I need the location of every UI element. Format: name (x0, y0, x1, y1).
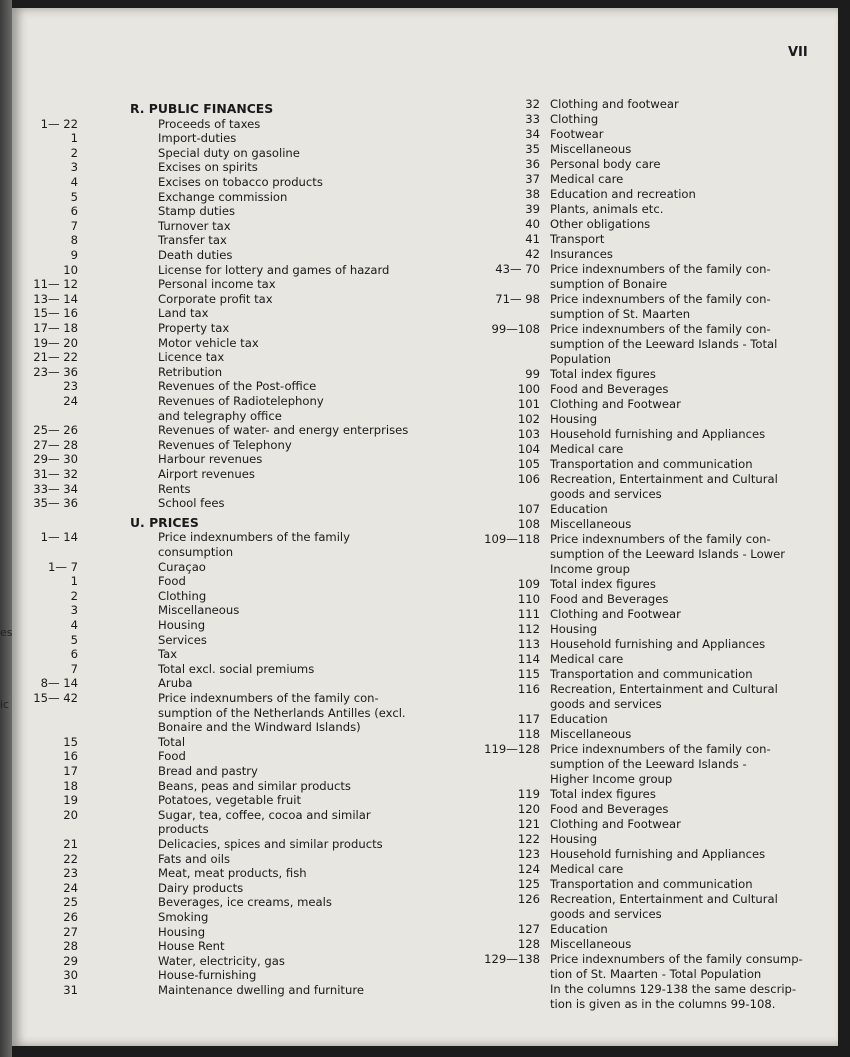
entry-text: Potatoes, vegetable fruit (158, 793, 302, 808)
entry-text: Motor vehicle tax (158, 335, 259, 350)
entry-text: sumption of Bonaire (550, 277, 668, 291)
column-number: 33 (525, 112, 540, 126)
column-number: 124 (517, 862, 540, 876)
entry-text: Price indexnumbers of the family con- (550, 532, 771, 546)
column-number: 3 (70, 603, 78, 618)
entry-text: Insurances (550, 247, 613, 261)
entry-text: Housing (158, 924, 206, 939)
entry-text: Miscellaneous (550, 727, 632, 741)
column-number: 71— 98 (495, 292, 540, 306)
column-number: 32 (525, 97, 540, 111)
column-number: 7 (70, 661, 78, 676)
entry-text: Transfer tax (158, 233, 227, 248)
entry-text: Death duties (158, 248, 233, 262)
column-number: 28 (63, 939, 78, 954)
column-number: 106 (517, 472, 540, 486)
column-number: 13— 14 (33, 291, 78, 306)
entry-text: Miscellaneous (550, 142, 632, 156)
entry-text: Clothing (550, 112, 599, 126)
entry-text: Price indexnumbers of the family con- (550, 292, 771, 306)
entry-text: Property tax (158, 321, 230, 335)
entry-text: Price indexnumbers of the family (158, 530, 351, 545)
entry-text: sumption of the Leeward Islands - Lower (550, 547, 786, 561)
entry-text: Transportation and communication (550, 877, 753, 891)
column-number: 1— 14 (40, 530, 78, 545)
column-number: 15 (63, 734, 78, 749)
entry-text: Higher Income group (550, 772, 673, 786)
entry-text: Education (550, 712, 608, 726)
entry-text: Total index figures (550, 787, 656, 801)
entry-text: Household furnishing and Appliances (550, 847, 766, 861)
entry-text: Retribution (158, 364, 223, 379)
entry-text: Revenues of water- and energy enterprises (158, 423, 409, 438)
entry-text: Miscellaneous (158, 603, 240, 618)
column-number: 24 (63, 394, 78, 408)
column-number: 99—108 (491, 322, 540, 336)
column-number: 8— 14 (40, 676, 78, 691)
column-number: 101 (517, 397, 540, 411)
column-number: 25— 26 (33, 423, 78, 438)
entry-text: goods and services (550, 487, 662, 501)
column-number: 105 (517, 457, 540, 471)
column-number: 23— 36 (33, 364, 78, 379)
margin-fragment: es (0, 626, 13, 639)
column-number: 25 (63, 895, 78, 910)
entry-text: Total excl. social premiums (158, 661, 315, 676)
column-number: 99 (525, 367, 540, 381)
entry-text: Dairy products (158, 880, 244, 895)
column-number: 120 (517, 802, 540, 816)
column-number: 126 (517, 892, 540, 906)
entry-text: Bonaire and the Windward Islands) (158, 720, 361, 735)
entry-text: Land tax (158, 306, 209, 321)
entry-text: Clothing (158, 588, 207, 603)
entry-text: Price indexnumbers of the family con- (550, 262, 771, 276)
entry-text: Excises on tobacco products (158, 175, 323, 189)
entry-text: Corporate profit tax (158, 291, 273, 306)
column-number: 1 (70, 131, 78, 146)
entry-text: Food and Beverages (550, 382, 669, 396)
entry-text: Revenues of Telephony (158, 437, 292, 452)
entry-text: Smoking (158, 910, 209, 924)
entry-text: Other obligations (550, 217, 651, 231)
column-number: 30 (63, 968, 78, 983)
margin-fragment: ic (0, 698, 10, 711)
column-number: 24 (63, 880, 78, 895)
entry-text: Meat, meat products, fish (158, 866, 307, 881)
column-number: 11— 12 (33, 277, 78, 292)
entry-text: goods and services (550, 907, 662, 921)
entry-text: Plants, animals etc. (550, 202, 664, 216)
entry-text: Price indexnumbers of the family consump- (550, 952, 803, 966)
column-number: 23 (63, 379, 78, 394)
column-number: 4 (70, 175, 78, 189)
entry-text: Miscellaneous (550, 937, 632, 951)
column-number: 31 (63, 983, 78, 997)
column-number: 4 (70, 618, 78, 632)
entry-text: Transportation and communication (550, 667, 753, 681)
entry-text: Exchange commission (158, 189, 288, 204)
entry-text: sumption of the Netherlands Antilles (excl. (158, 705, 406, 720)
column-number: 108 (517, 517, 540, 531)
entry-text: Curaçao (158, 559, 206, 574)
column-number: 107 (517, 502, 540, 516)
entry-text: Housing (550, 412, 598, 426)
entry-text: U. PRICES (130, 514, 199, 530)
column-number: 29— 30 (33, 452, 78, 467)
entry-text: tion is given as in the columns 99-108. (550, 997, 776, 1011)
column-number: 110 (517, 592, 540, 606)
column-number: 15— 16 (33, 306, 78, 321)
column-number: 5 (70, 632, 78, 647)
column-number: 1 (70, 574, 78, 589)
column-number: 38 (525, 187, 540, 201)
entry-text: sumption of the Leeward Islands - (550, 757, 747, 771)
column-number: 121 (517, 817, 540, 831)
entry-text: Personal income tax (158, 277, 276, 292)
entry-text: Total index figures (550, 577, 656, 591)
entry-text: consumption (158, 545, 234, 559)
entry-text: Excises on spirits (158, 160, 258, 175)
column-number: 26 (63, 910, 78, 924)
entry-text: Housing (550, 832, 598, 846)
entry-text: Revenues of Radiotelephony (158, 394, 324, 408)
column-number: 9 (70, 248, 78, 262)
column-number: 41 (525, 232, 540, 246)
entry-text: Clothing and Footwear (550, 397, 681, 411)
column-number: 122 (517, 832, 540, 846)
entry-text: Price indexnumbers of the family con- (550, 742, 771, 756)
column-number: 21 (63, 837, 78, 851)
entry-text: Total index figures (550, 367, 656, 381)
entry-text: Sugar, tea, coffee, cocoa and similar (158, 807, 371, 822)
entry-text: House-furnishing (158, 968, 257, 983)
entry-text: Medical care (550, 172, 624, 186)
entry-text: Aruba (158, 676, 193, 691)
column-number: 5 (70, 189, 78, 204)
column-number: 119—128 (484, 742, 540, 756)
entry-text: Recreation, Entertainment and Cultural (550, 892, 778, 906)
column-number: 19 (63, 793, 78, 808)
column-number: 116 (517, 682, 540, 696)
entry-text: House Rent (158, 939, 225, 954)
column-number: 109—118 (484, 532, 540, 546)
column-number: 8 (70, 233, 78, 248)
column-number: 119 (517, 787, 540, 801)
entry-text: Food (158, 749, 186, 764)
column-number: 19— 20 (33, 335, 78, 350)
column-number: 1— 22 (40, 116, 78, 131)
entry-text: Price indexnumbers of the family con- (158, 691, 379, 705)
column-number: 117 (517, 712, 540, 726)
entry-text: Tax (158, 647, 178, 662)
column-number: 10 (63, 262, 78, 277)
column-number: 1— 7 (47, 559, 78, 574)
entry-text: Medical care (550, 652, 624, 666)
column-number: 17 (63, 764, 78, 778)
column-number: 15— 42 (33, 691, 78, 705)
entry-text: R. PUBLIC FINANCES (130, 101, 274, 116)
column-number: 40 (525, 217, 540, 231)
entry-text: Clothing and Footwear (550, 817, 681, 831)
column-number: 35 (525, 142, 540, 156)
entry-text: Recreation, Entertainment and Cultural (550, 472, 778, 486)
column-number: 104 (517, 442, 540, 456)
column-number: 37 (525, 172, 540, 186)
entry-text: Medical care (550, 862, 624, 876)
entry-text: Medical care (550, 442, 624, 456)
entry-text: Rents (158, 481, 191, 496)
entry-text: Harbour revenues (158, 452, 263, 467)
column-number: 16 (63, 749, 78, 764)
entry-text: Turnover tax (158, 218, 231, 233)
column-number: 103 (517, 427, 540, 441)
entry-text: Recreation, Entertainment and Cultural (550, 682, 778, 696)
column-number: 21— 22 (33, 350, 78, 365)
entry-text: Bread and pastry (158, 764, 258, 778)
column-number: 2 (70, 588, 78, 603)
entry-text: In the columns 129-138 the same descrip- (550, 982, 797, 996)
entry-text: tion of St. Maarten - Total Population (550, 967, 762, 981)
entry-text: Food and Beverages (550, 802, 669, 816)
column-number: 35— 36 (33, 496, 78, 511)
column-number: 113 (517, 637, 540, 651)
entry-text: Education (550, 922, 608, 936)
column-number: 112 (517, 622, 540, 636)
entry-text: Revenues of the Post-office (158, 379, 317, 394)
entry-text: Education (550, 502, 608, 516)
column-number: 36 (525, 157, 540, 171)
entry-text: Household furnishing and Appliances (550, 637, 766, 651)
entry-text: Airport revenues (158, 467, 255, 481)
column-number: 6 (70, 204, 78, 219)
entry-text: License for lottery and games of hazard (158, 262, 390, 277)
entry-text: Maintenance dwelling and furniture (158, 983, 364, 997)
column-number: 43— 70 (495, 262, 540, 276)
column-number: 22 (63, 851, 78, 866)
entry-text: goods and services (550, 697, 662, 711)
entry-text: Housing (158, 618, 206, 632)
entry-text: Food (158, 574, 186, 589)
entry-text: School fees (158, 496, 225, 511)
entry-text: Household furnishing and Appliances (550, 427, 766, 441)
column-number: 125 (517, 877, 540, 891)
column-number: 34 (525, 127, 540, 141)
entry-text: sumption of St. Maarten (550, 307, 691, 321)
entry-text: Water, electricity, gas (158, 953, 285, 968)
entry-text: Stamp duties (158, 204, 235, 219)
column-number: 111 (517, 607, 540, 621)
entry-text: Delicacies, spices and similar products (158, 837, 383, 851)
entry-text: Education and recreation (550, 187, 696, 201)
column-number: 127 (517, 922, 540, 936)
entry-text: Clothing and Footwear (550, 607, 681, 621)
column-number: 42 (525, 247, 540, 261)
entry-text: Services (158, 632, 207, 647)
book-spine-shadow (0, 0, 12, 1057)
entry-text: Footwear (550, 127, 604, 141)
entry-text: Fats and oils (158, 851, 231, 866)
entry-text: Food and Beverages (550, 592, 669, 606)
column-number: 20 (63, 807, 78, 822)
entry-text: Income group (550, 562, 631, 576)
entry-text: Miscellaneous (550, 517, 632, 531)
entry-text: Personal body care (550, 157, 661, 171)
entry-text: Beverages, ice creams, meals (158, 895, 332, 910)
column-number: 27 (63, 924, 78, 939)
entry-text: products (158, 822, 209, 837)
column-number: 100 (517, 382, 540, 396)
column-number: 7 (70, 218, 78, 233)
column-number: 118 (517, 727, 540, 741)
column-number: 6 (70, 647, 78, 662)
column-number: 2 (70, 145, 78, 160)
entry-text: Beans, peas and similar products (158, 778, 351, 793)
entry-text: Licence tax (158, 350, 225, 365)
column-number: 128 (517, 937, 540, 951)
column-number: 123 (517, 847, 540, 861)
column-number: 102 (517, 412, 540, 426)
column-number: 39 (525, 202, 540, 216)
column-number: 27— 28 (33, 437, 78, 452)
entry-text: Price indexnumbers of the family con- (550, 322, 771, 336)
entry-text: Transport (550, 232, 605, 246)
entry-text: Special duty on gasoline (158, 145, 300, 160)
entry-text: and telegraphy office (158, 408, 282, 423)
column-number: 33— 34 (33, 481, 78, 496)
column-number: 23 (63, 866, 78, 881)
column-number: 129—138 (484, 952, 540, 966)
entry-text: Population (550, 352, 611, 366)
column-number: 3 (70, 160, 78, 175)
column-number: 31— 32 (33, 467, 78, 481)
column-number: 115 (517, 667, 540, 681)
entry-text: Proceeds of taxes (158, 116, 261, 131)
entry-text: Housing (550, 622, 598, 636)
column-number: 18 (63, 778, 78, 793)
column-number: 29 (63, 953, 78, 968)
page-number: VII (788, 45, 808, 60)
entry-text: Import-duties (158, 131, 237, 146)
entry-text: Transportation and communication (550, 457, 753, 471)
column-number: 17— 18 (33, 321, 78, 335)
column-number: 114 (517, 652, 540, 666)
entry-text: Clothing and footwear (550, 97, 679, 111)
entry-text: sumption of the Leeward Islands - Total (550, 337, 778, 351)
entry-text: Total (158, 734, 186, 749)
column-number: 109 (517, 577, 540, 591)
document-page (12, 8, 838, 1046)
